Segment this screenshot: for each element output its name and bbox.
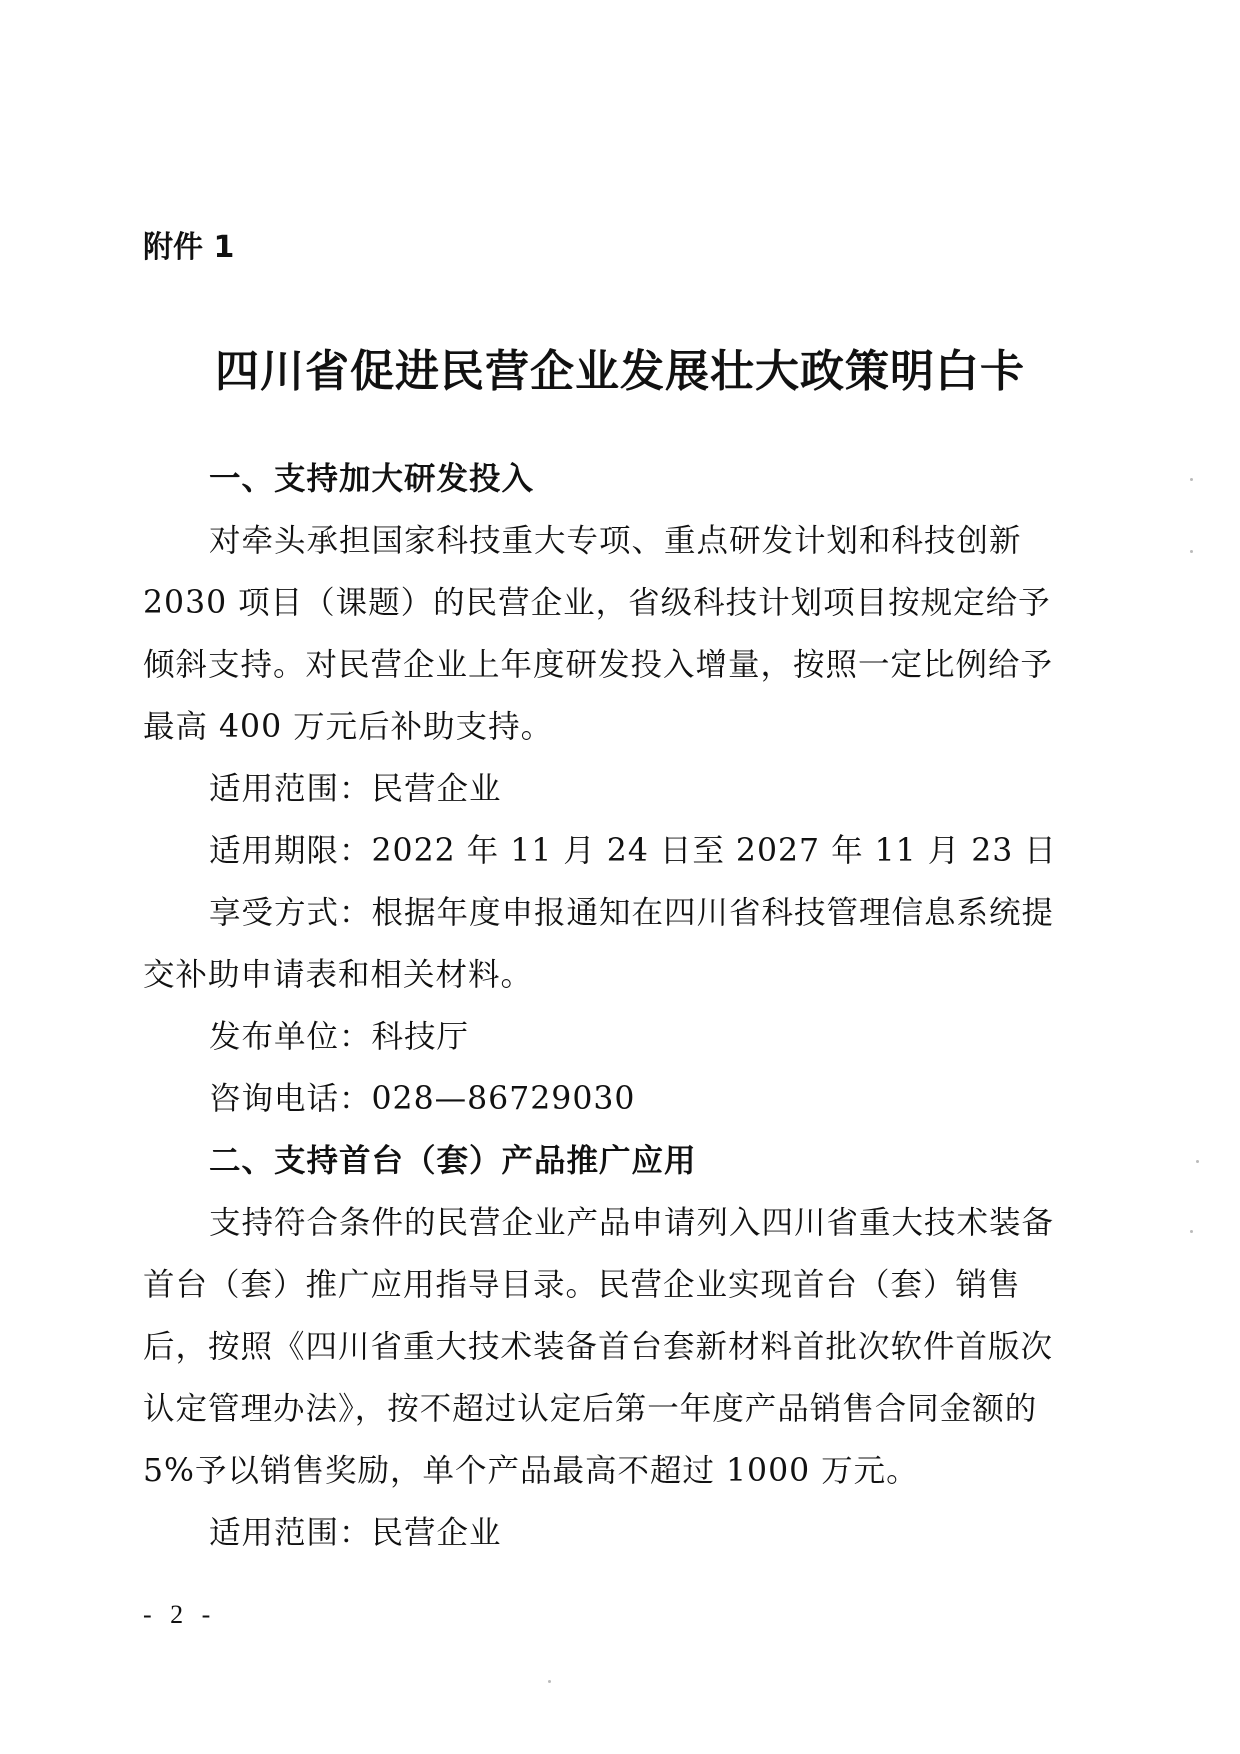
section1-period: 适用期限：2022 年 11 月 24 日至 2027 年 11 月 23 日 [209,833,1057,869]
section1-issuer: 发布单位：科技厅 [209,1019,470,1055]
scan-speck [548,1680,551,1683]
scan-speck [1190,478,1193,481]
section1-heading: 一、支持加大研发投入 [209,461,535,497]
scan-speck [1190,550,1193,553]
attachment-label: 附件 1 [143,230,235,265]
section2-scope: 适用范围：民营企业 [209,1515,502,1551]
section1-scope: 适用范围：民营企业 [209,771,502,807]
page-number: - 2 - [143,1600,217,1629]
section1-method: 享受方式：根据年度申报通知在四川省科技管理信息系统提交补助申请表和相关材料。 [143,895,1055,993]
page-title: 四川省促进民营企业发展壮大政策明白卡 [215,346,1025,397]
section2-body: 支持符合条件的民营企业产品申请列入四川省重大技术装备首台（套）推广应用指导目录。民营企业实现首台（套）销售后，按照《四川省重大技术装备首台套新材料首批次软件首版次认定管理办法》，按不超过认定后第一年度产品销售合同金额的5%予以销售奖励，单个产品最高不超过 1000 万元。 [143,1205,1055,1489]
section2-heading: 二、支持首台（套）产品推广应用 [209,1143,697,1179]
scan-speck [1196,1160,1199,1163]
scan-speck [1190,1230,1193,1233]
section1-body: 对牵头承担国家科技重大专项、重点研发计划和科技创新2030 项目（课题）的民营企业，省级科技计划项目按规定给予倾斜支持。对民营企业上年度研发投入增量，按照一定比例给予最高 400 万元后补助支持。 [143,523,1054,745]
section1-phone: 咨询电话：028—86729030 [209,1081,636,1117]
document-body [143,448,1078,1564]
